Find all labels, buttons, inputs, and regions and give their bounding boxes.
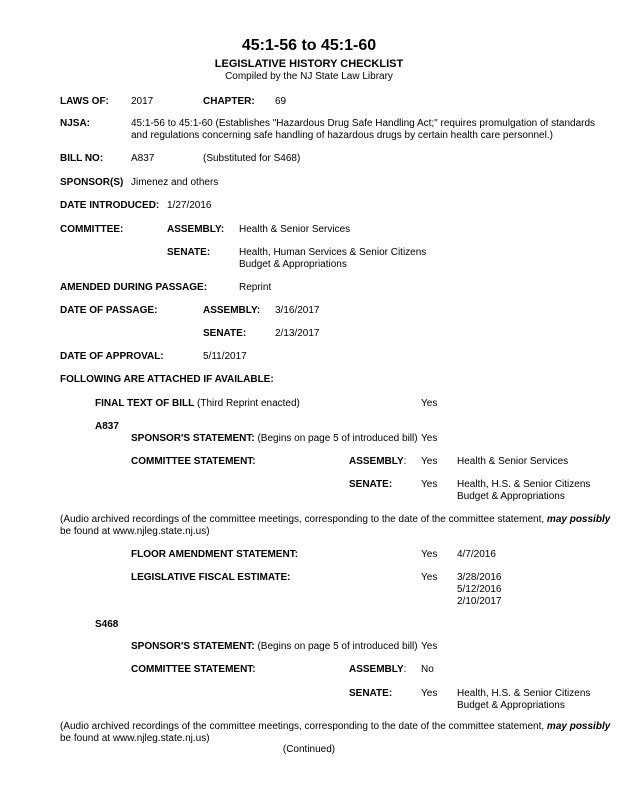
a837-fiscal-date-3: 2/10/2017 bbox=[457, 596, 502, 607]
committee-assembly-label: ASSEMBLY: bbox=[167, 224, 225, 235]
njsa-line-1: 45:1-56 to 45:1-60 (Establishes "Hazardous Drug Safe Handling Act;" requires promulgation of standards bbox=[131, 118, 596, 129]
committee-senate-line-1: Health, Human Services & Senior Citizens bbox=[239, 247, 427, 258]
final-text-value: Yes bbox=[421, 398, 438, 409]
committee-assembly-value: Health & Senior Services bbox=[239, 224, 351, 235]
final-text-note: (Third Reprint enacted) bbox=[197, 398, 300, 409]
date-introduced-value: 1/27/2016 bbox=[167, 200, 212, 211]
amended-label: AMENDED DURING PASSAGE: bbox=[60, 282, 208, 293]
a837-fiscal-date-2: 5/12/2016 bbox=[457, 584, 502, 595]
a837-audio-text: (Audio archived recordings of the committee meetings, corresponding to the date of the committee statement, bbox=[60, 514, 547, 525]
s468-heading: S468 bbox=[95, 619, 119, 630]
a837-assembly-label-row bbox=[349, 456, 406, 468]
s468-assembly-colon: : bbox=[403, 664, 407, 675]
a837-senate-detail-1: Health, H.S. & Senior Citizens bbox=[457, 479, 591, 490]
s468-senate-detail-1: Health, H.S. & Senior Citizens bbox=[457, 688, 591, 699]
date-introduced-label: DATE INTRODUCED: bbox=[60, 200, 160, 211]
final-text-row bbox=[95, 398, 300, 410]
a837-sponsor-row bbox=[131, 433, 418, 445]
a837-audio-emphasis: may possibly bbox=[546, 514, 611, 525]
a837-sponsor-label: SPONSOR'S STATEMENT: bbox=[131, 433, 255, 444]
committee-senate-label: SENATE: bbox=[167, 247, 211, 258]
a837-assembly-value: Yes bbox=[421, 456, 438, 467]
s468-sponsor-value: Yes bbox=[421, 641, 438, 652]
a837-floor-value: Yes bbox=[421, 549, 438, 560]
s468-sponsor-label: SPONSOR'S STATEMENT: bbox=[131, 641, 255, 652]
s468-audio-text: (Audio archived recordings of the committee meetings, corresponding to the date of the committee statement, bbox=[60, 721, 547, 732]
a837-sponsor-value: Yes bbox=[421, 433, 438, 444]
approval-label: DATE OF APPROVAL: bbox=[60, 351, 164, 362]
a837-assembly-colon: : bbox=[403, 456, 407, 467]
s468-committee-label: COMMITTEE STATEMENT: bbox=[131, 664, 256, 675]
a837-assembly-label: ASSEMBLY bbox=[349, 456, 404, 467]
a837-sponsor-note: (Begins on page 5 of introduced bill) bbox=[257, 433, 418, 444]
a837-floor-label: FLOOR AMENDMENT STATEMENT: bbox=[131, 549, 299, 560]
s468-audio-line-2: be found at www.njleg.state.nj.us) bbox=[60, 733, 210, 744]
laws-of-label: LAWS OF: bbox=[60, 96, 109, 107]
bill-no-note: (Substituted for S468) bbox=[203, 153, 301, 164]
sponsors-label: SPONSOR(S) bbox=[60, 177, 124, 188]
s468-sponsor-note: (Begins on page 5 of introduced bill) bbox=[257, 641, 418, 652]
a837-senate-detail-2: Budget & Appropriations bbox=[457, 491, 565, 502]
chapter-value: 69 bbox=[275, 96, 287, 107]
a837-fiscal-value: Yes bbox=[421, 572, 438, 583]
a837-fiscal-date-1: 3/28/2016 bbox=[457, 572, 502, 583]
bill-no-value: A837 bbox=[131, 153, 155, 164]
passage-senate-value: 2/13/2017 bbox=[275, 328, 320, 339]
s468-senate-detail-2: Budget & Appropriations bbox=[457, 700, 565, 711]
s468-assembly-label: ASSEMBLY bbox=[349, 664, 404, 675]
a837-fiscal-label: LEGISLATIVE FISCAL ESTIMATE: bbox=[131, 572, 291, 583]
njsa-line-2: and regulations concerning safe handling of hazardous drugs by certain health care personnel.) bbox=[131, 130, 553, 141]
a837-audio-line-2: be found at www.njleg.state.nj.us) bbox=[60, 526, 210, 537]
sponsors-value: Jimenez and others bbox=[131, 177, 219, 188]
committee-label: COMMITTEE: bbox=[60, 224, 124, 235]
approval-value: 5/11/2017 bbox=[203, 351, 247, 362]
chapter-label: CHAPTER: bbox=[203, 96, 255, 107]
njsa-label: NJSA: bbox=[60, 118, 91, 129]
final-text-label: FINAL TEXT OF BILL bbox=[95, 398, 195, 409]
passage-label: DATE OF PASSAGE: bbox=[60, 305, 158, 316]
s468-senate-value: Yes bbox=[421, 688, 438, 699]
amended-value: Reprint bbox=[239, 282, 272, 293]
compiled-by: Compiled by the NJ State Law Library bbox=[225, 71, 393, 82]
a837-audio-line-1 bbox=[60, 514, 610, 526]
passage-assembly-label: ASSEMBLY: bbox=[203, 305, 261, 316]
bill-no-label: BILL NO: bbox=[60, 153, 104, 164]
a837-assembly-detail: Health & Senior Services bbox=[457, 456, 569, 467]
s468-assembly-label-row bbox=[349, 664, 406, 676]
s468-sponsor-row bbox=[131, 641, 418, 653]
continued-footer: (Continued) bbox=[282, 744, 336, 755]
s468-audio-emphasis: may possibly bbox=[546, 721, 611, 732]
passage-senate-label: SENATE: bbox=[203, 328, 247, 339]
a837-senate-value: Yes bbox=[421, 479, 438, 490]
page-title: 45:1-56 to 45:1-60 bbox=[241, 37, 377, 54]
page-subtitle: LEGISLATIVE HISTORY CHECKLIST bbox=[214, 58, 404, 70]
a837-heading: A837 bbox=[95, 421, 119, 432]
s468-audio-line-1 bbox=[60, 721, 610, 733]
attached-heading: FOLLOWING ARE ATTACHED IF AVAILABLE: bbox=[60, 374, 274, 385]
a837-floor-date: 4/7/2016 bbox=[457, 549, 496, 560]
laws-of-value: 2017 bbox=[131, 96, 154, 107]
a837-committee-label: COMMITTEE STATEMENT: bbox=[131, 456, 256, 467]
s468-assembly-value: No bbox=[421, 664, 434, 675]
passage-assembly-value: 3/16/2017 bbox=[275, 305, 320, 316]
a837-senate-label: SENATE: bbox=[349, 479, 393, 490]
s468-senate-label: SENATE: bbox=[349, 688, 393, 699]
committee-senate-line-2: Budget & Appropriations bbox=[239, 259, 347, 270]
